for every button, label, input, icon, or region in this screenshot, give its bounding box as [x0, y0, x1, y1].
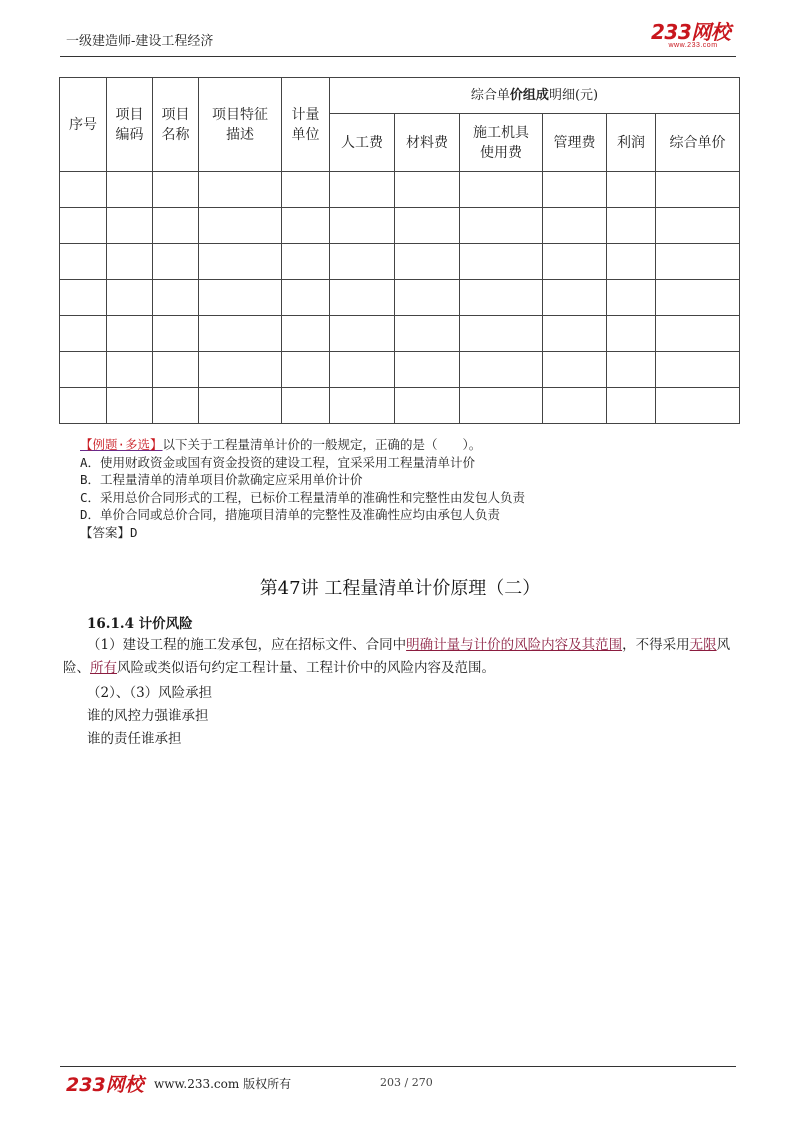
col-header-group: 综合单价组成明细(元)	[330, 78, 740, 114]
table-cell	[282, 280, 330, 316]
table-cell	[330, 388, 395, 424]
page-number: 203 / 270	[380, 1076, 433, 1089]
table-cell	[107, 172, 153, 208]
table-cell	[153, 244, 199, 280]
table-cell	[330, 172, 395, 208]
col-header-unit: 计量 单位	[282, 78, 330, 172]
question-tag: 【例题·多选】	[80, 437, 163, 452]
table-cell	[656, 388, 740, 424]
col-header-code: 项目 编码	[107, 78, 153, 172]
table-cell	[543, 388, 607, 424]
table-cell	[60, 208, 107, 244]
table-cell	[395, 172, 460, 208]
table-cell	[607, 352, 656, 388]
table-cell	[395, 316, 460, 352]
section-heading: 16.1.4 计价风险	[87, 616, 193, 632]
col-header-feature: 项目特征 描述	[199, 78, 282, 172]
table-row	[60, 208, 740, 244]
table-cell	[607, 280, 656, 316]
table-cell	[395, 280, 460, 316]
table-cell	[395, 388, 460, 424]
col-header-material: 材料费	[395, 114, 460, 172]
table-cell	[460, 244, 543, 280]
header-divider	[60, 56, 736, 57]
table-cell	[60, 352, 107, 388]
table-cell	[656, 316, 740, 352]
table-cell	[199, 208, 282, 244]
table-cell	[107, 244, 153, 280]
table-row	[60, 172, 740, 208]
paragraph-1: （1）建设工程的施工发承包，应在招标文件、合同中明确计量与计价的风险内容及其范围，不得采用无限风险、所有风险或类似语句约定工程计量、工程计价中的风险内容及范围。	[63, 637, 731, 676]
option-d: D．单价合同或总价合同，措施项目清单的完整性及准确性应均由承包人负责	[80, 507, 501, 522]
table-cell	[607, 388, 656, 424]
table-cell	[199, 316, 282, 352]
table-cell	[107, 352, 153, 388]
table-cell	[460, 172, 543, 208]
table-cell	[656, 208, 740, 244]
table-cell	[395, 352, 460, 388]
table-row	[60, 352, 740, 388]
example-question	[80, 436, 740, 541]
table-cell	[460, 316, 543, 352]
table-cell	[60, 172, 107, 208]
risk-bearing-line: （2）、（3）风险承担	[87, 685, 213, 701]
table-cell	[107, 316, 153, 352]
option-c: C．采用总价合同形式的工程，已标价工程量清单的准确性和完整性由发包人负责	[80, 489, 526, 505]
table-cell	[282, 316, 330, 352]
table-cell	[107, 280, 153, 316]
table-cell	[543, 280, 607, 316]
table-cell	[395, 244, 460, 280]
highlight-risk-scope: 明确计量与计价的风险内容及其范围	[406, 637, 623, 653]
table-cell	[460, 388, 543, 424]
table-cell	[656, 244, 740, 280]
option-a: A．使用财政资金或国有资金投资的建设工程，宜采采用工程量清单计价	[80, 454, 476, 470]
col-header-unit-price: 综合单价	[656, 114, 740, 172]
footer-divider	[60, 1066, 736, 1067]
header-title: 一级建造师-建设工程经济	[66, 34, 214, 49]
table-body	[60, 172, 740, 424]
col-header-name: 项目 名称	[153, 78, 199, 172]
table-cell	[282, 172, 330, 208]
table-cell	[199, 280, 282, 316]
table-cell	[543, 172, 607, 208]
brand-logo-url: www.233.com	[668, 42, 718, 49]
table-cell	[395, 208, 460, 244]
answer: 【答案】D	[80, 524, 138, 540]
risk-control-line: 谁的风控力强谁承担	[87, 708, 209, 724]
table-cell	[60, 316, 107, 352]
table-cell	[543, 208, 607, 244]
col-header-mgmt: 管理费	[543, 114, 607, 172]
option-b: B．工程量清单的清单项目价款确定应采用单价计价	[80, 472, 363, 487]
table-cell	[656, 352, 740, 388]
table-cell	[330, 280, 395, 316]
table-cell	[607, 172, 656, 208]
table-cell	[607, 316, 656, 352]
table-cell	[460, 208, 543, 244]
col-header-seq: 序号	[60, 78, 107, 172]
table-cell	[107, 388, 153, 424]
table-cell	[153, 352, 199, 388]
col-header-machine: 施工机具 使用费	[460, 114, 543, 172]
table-cell	[607, 244, 656, 280]
table-row	[60, 280, 740, 316]
brand-logo	[651, 22, 735, 50]
footer-copyright: www.233.com 版权所有	[154, 1077, 292, 1091]
table-cell	[199, 244, 282, 280]
table-cell	[153, 172, 199, 208]
table-cell	[153, 388, 199, 424]
table-cell	[607, 208, 656, 244]
footer-logo: 233网校	[66, 1074, 144, 1096]
table-cell	[153, 280, 199, 316]
table-cell	[460, 352, 543, 388]
table-row	[60, 244, 740, 280]
table-cell	[656, 172, 740, 208]
responsibility-line: 谁的责任谁承担	[87, 731, 182, 747]
table-cell	[60, 280, 107, 316]
table-cell	[330, 316, 395, 352]
table-cell	[543, 316, 607, 352]
table-cell	[543, 352, 607, 388]
table-row	[60, 316, 740, 352]
table-cell	[460, 280, 543, 316]
table-row	[60, 388, 740, 424]
table-cell	[153, 208, 199, 244]
table-cell	[282, 352, 330, 388]
col-header-labor: 人工费	[330, 114, 395, 172]
table-cell	[282, 244, 330, 280]
table-cell	[330, 352, 395, 388]
table-cell	[60, 244, 107, 280]
table-cell	[330, 244, 395, 280]
table-cell	[107, 208, 153, 244]
table-cell	[543, 244, 607, 280]
table-cell	[656, 280, 740, 316]
table-cell	[330, 208, 395, 244]
unit-price-analysis-table	[59, 77, 740, 424]
table-cell	[282, 208, 330, 244]
highlight-unlimited: 无限	[689, 637, 717, 653]
highlight-all: 所有	[90, 660, 117, 676]
question-stem: 【例题·多选】以下关于工程量清单计价的一般规定，正确的是（ ）。	[80, 437, 482, 452]
table-cell	[60, 388, 107, 424]
table-cell	[199, 172, 282, 208]
brand-logo-text: 233网校	[651, 20, 731, 44]
table-cell	[282, 388, 330, 424]
lesson-title: 第47讲 工程量清单计价原理（二）	[259, 578, 541, 599]
table-cell	[199, 352, 282, 388]
table-cell	[199, 388, 282, 424]
col-header-profit: 利润	[607, 114, 656, 172]
table-cell	[153, 316, 199, 352]
